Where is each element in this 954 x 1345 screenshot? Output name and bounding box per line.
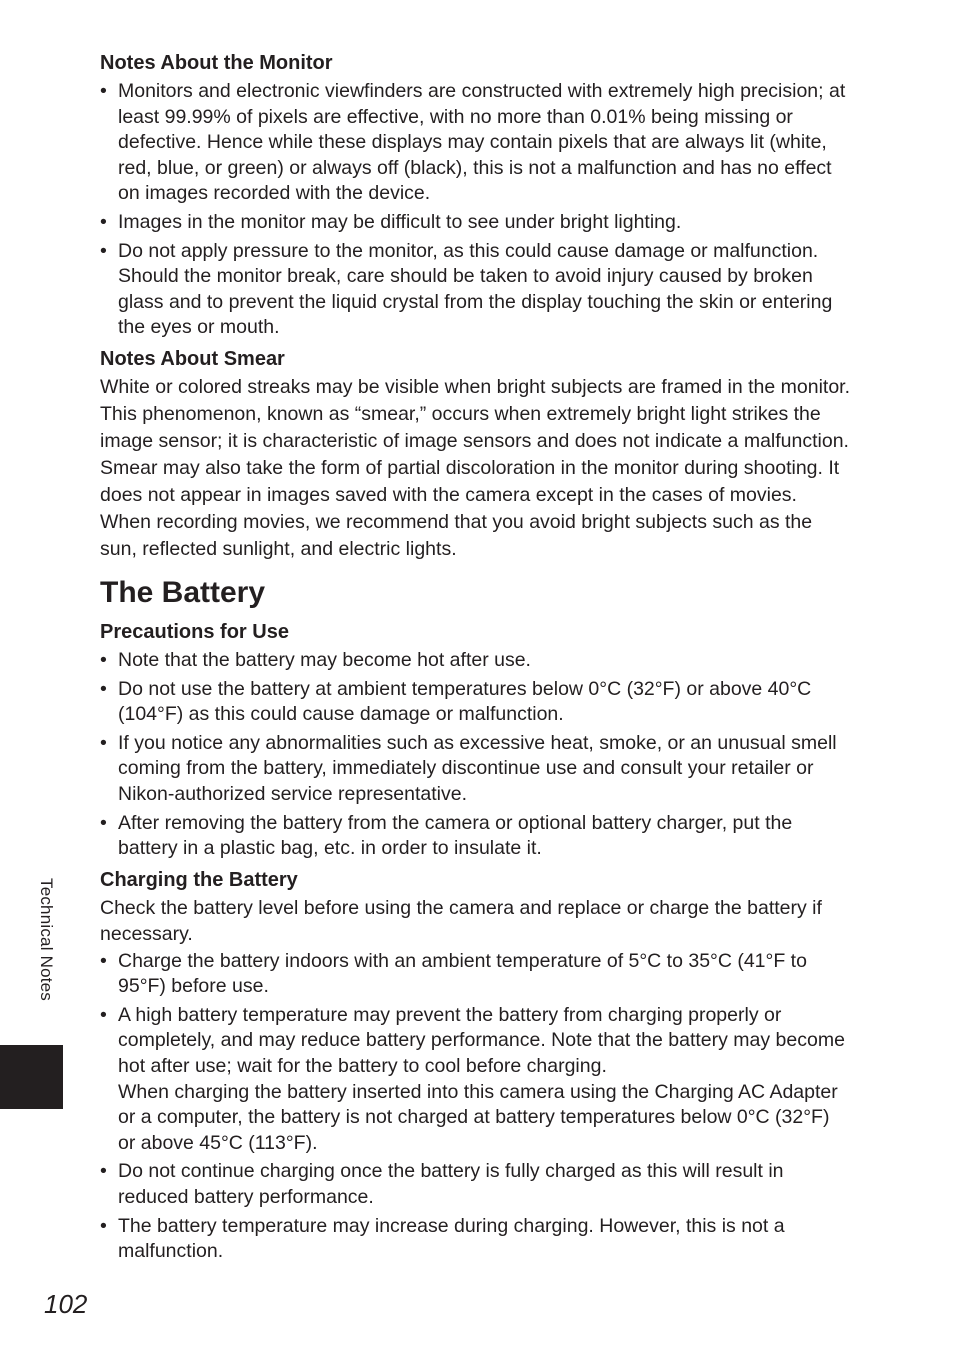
charging-intro: Check the battery level before using the camera and replace or charge the battery if necessary. (100, 896, 822, 945)
smear-heading: Notes About Smear (100, 347, 285, 370)
list-item (100, 1003, 852, 1157)
bullet-icon: • (100, 811, 107, 834)
bullet-icon: • (100, 80, 107, 102)
bullet-icon: • (100, 731, 107, 754)
bullet-icon: • (100, 648, 107, 671)
list-item-text: Do not continue charging once the battery is fully charged as this will result in reduced battery performance. (118, 1160, 784, 1209)
list-item (100, 79, 852, 207)
smear-paragraph: White or colored streaks may be visible when bright subjects are framed in the monitor. This phenomenon, known as “smear,” occurs when extremely bright light strikes the image sensor; it is characteristic of image sensors and does not indicate a malfunction. Smear may also take the form of partial discoloration in the monitor during shooting. It does not appear in images saved with the camera except in the cases of movies. When recording movies, we recommend that you avoid bright subjects such as the sun, reflected sunlight, and electric lights. (100, 375, 851, 560)
list-item (100, 811, 852, 862)
list-item (100, 239, 852, 341)
bullet-icon: • (100, 210, 107, 233)
list-item-text: Do not use the battery at ambient temperatures below 0°C (32°F) or above 40°C (104°F) as this could cause damage or malfunction. (118, 677, 812, 726)
list-item-continuation: When charging the battery inserted into this camera using the Charging AC Adapter or a computer, the battery is not charged at battery temperatures below 0°C (32°F) or above 45°C (113°F). (118, 1080, 838, 1154)
section-side-label: Technical Notes (37, 878, 56, 1002)
page-number: 102 (44, 1289, 88, 1319)
bullet-icon: • (100, 949, 107, 972)
list-item (100, 677, 852, 728)
charging-bullet-list (100, 949, 852, 1265)
bullet-icon: • (100, 239, 107, 262)
bullet-icon: • (100, 1003, 107, 1026)
precautions-heading: Precautions for Use (100, 620, 289, 643)
list-item-text: Charge the battery indoors with an ambient temperature of 5°C to 35°C (41°F to 95°F) before use. (118, 949, 807, 998)
list-item-text: A high battery temperature may prevent the battery from charging properly or completely, and may reduce battery performance. Note that the battery may become hot after use; wait for the battery to cool before charging. (118, 1003, 845, 1078)
monitor-bullet-list (100, 79, 852, 341)
list-item (100, 1159, 852, 1210)
section-tab-marker (0, 1045, 63, 1109)
page-content (100, 50, 852, 1268)
bullet-icon: • (100, 1160, 107, 1183)
list-item-text: The battery temperature may increase during charging. However, this is not a malfunction. (118, 1214, 785, 1263)
list-item (100, 648, 852, 674)
bullet-icon: • (100, 677, 107, 700)
bullet-icon: • (100, 1214, 107, 1237)
list-item-text: Monitors and electronic viewfinders are constructed with extremely high precision; at least 99.99% of pixels are effective, with no more than 0.01% being missing or defective. Hence while these displays may contain pixels that are always lit (white, red, blue, or green) or always off (black), this is not a malfunction and has no effect on images recorded with the device. (118, 80, 846, 205)
list-item-text: After removing the battery from the camera or optional battery charger, put the battery in a plastic bag, etc. in order to insulate it. (118, 811, 793, 860)
list-item (100, 949, 852, 1000)
list-item (100, 210, 852, 236)
list-item-text: Do not apply pressure to the monitor, as this could cause damage or malfunction. Should the monitor break, care should be taken to avoid injury caused by broken glass and to prevent the liquid crystal from the display touching the skin or entering the eyes or mouth. (118, 239, 833, 339)
list-item (100, 1214, 852, 1265)
precautions-bullet-list (100, 648, 852, 862)
list-item-text: Note that the battery may become hot after use. (118, 648, 531, 671)
list-item-text: If you notice any abnormalities such as excessive heat, smoke, or an unusual smell coming from the battery, immediately discontinue use and consult your retailer or Nikon-authorized service representative. (118, 731, 837, 805)
charging-heading: Charging the Battery (100, 868, 298, 891)
monitor-heading: Notes About the Monitor (100, 52, 333, 74)
list-item (100, 731, 852, 808)
list-item-text: Images in the monitor may be difficult to see under bright lighting. (118, 210, 682, 233)
battery-title: The Battery (100, 575, 266, 609)
